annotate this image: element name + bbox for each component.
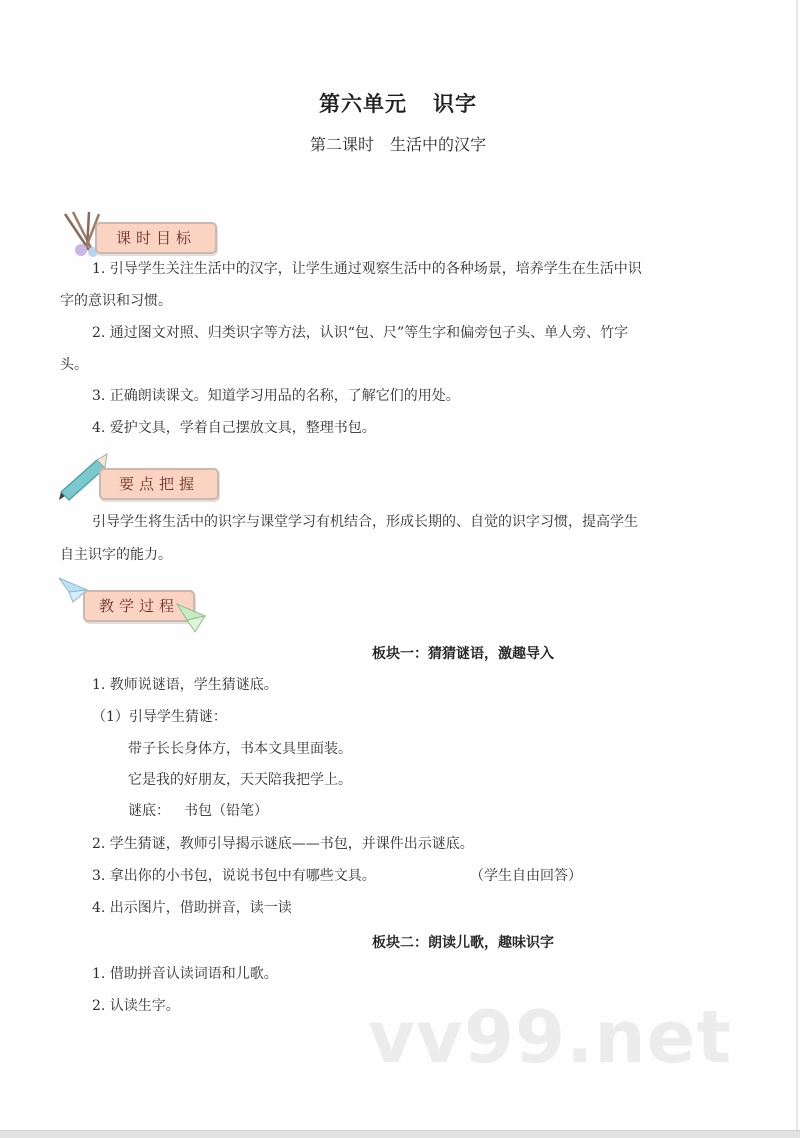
lesson-title (0, 132, 796, 155)
block-1-step-3-note: （学生自由回答） (470, 868, 582, 884)
process-badge (55, 574, 225, 634)
key-points-line-1: 引导学生将生活中的识字与课堂学习有机结合，形成长期的、自觉的识字习惯，提高学生 (92, 514, 638, 530)
block-1-sub-1: （1）引导学生猜谜： (92, 709, 227, 725)
riddle-line-1: 带子长长身体方，书本文具里面装。 (128, 741, 352, 757)
process-label: 教学过程 (83, 590, 195, 622)
block-1-step-4: 4. 出示图片，借助拼音，读一读 (92, 900, 292, 916)
objectives-label: 课时目标 (95, 222, 217, 254)
block-2-step-2: 2. 认读生字。 (92, 998, 180, 1014)
block-1-title: 板块一：猜猜谜语，激趣导入 (372, 646, 554, 662)
unit-title-number: 第六单元 (319, 92, 407, 116)
riddle-line-2: 它是我的好朋友，天天陪我把学上。 (128, 772, 352, 788)
key-points-badge (55, 452, 225, 512)
block-1-step-3: 3. 拿出你的小书包，说说书包中有哪些文具。 (92, 868, 376, 884)
objective-2-line-1: 2. 通过图文对照、归类识字等方法，认识“包、尺”等生字和偏旁包子头、单人旁、竹字 (92, 325, 629, 341)
lesson-period: 第二课时 (309, 135, 374, 154)
block-1-step-2: 2. 学生猜谜，教师引导揭示谜底——书包，并课件出示谜底。 (92, 836, 474, 852)
objective-2-line-2: 头。 (60, 357, 88, 373)
unit-title (0, 88, 796, 118)
block-2-step-1: 1. 借助拼音认读词语和儿歌。 (92, 966, 278, 982)
riddle-answer-value: 书包（铅笔） (184, 803, 268, 819)
objective-1-line-1: 1. 引导学生关注生活中的汉字，让学生通过观察生活中的各种场景，培养学生在生活中识 (92, 261, 642, 277)
unit-title-topic: 识字 (433, 92, 477, 116)
key-points-label: 要点把握 (99, 468, 219, 500)
objective-1-line-2: 字的意识和习惯。 (60, 293, 172, 309)
paper-plane-icon (175, 600, 209, 634)
riddle-answer-label: 谜底： (128, 803, 170, 819)
objective-4: 4. 爱护文具，学着自己摆放文具，整理书包。 (92, 420, 376, 436)
objective-3: 3. 正确朗读课文。知道学习用品的名称，了解它们的用处。 (92, 388, 460, 404)
lesson-name: 生活中的汉字 (390, 135, 487, 154)
riddle-answer (128, 801, 268, 821)
watermark: vv99.net (368, 995, 732, 1079)
block-1-step-1: 1. 教师说谜语，学生猜谜底。 (92, 677, 278, 693)
key-points-line-2: 自主识字的能力。 (60, 547, 172, 563)
block-2-title: 板块二：朗读儿歌，趣味识字 (372, 935, 554, 951)
